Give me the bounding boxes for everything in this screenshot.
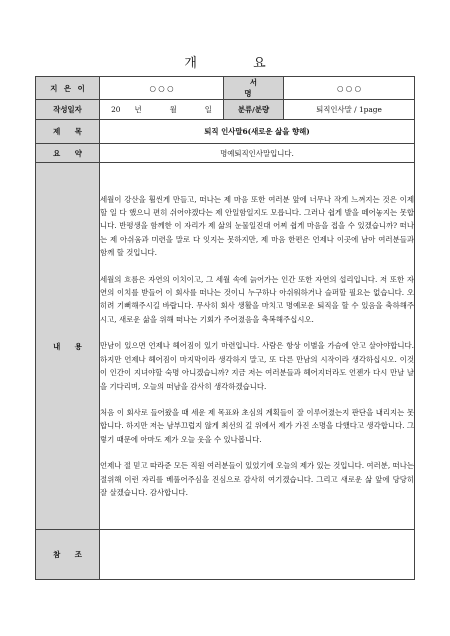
- author-label: 지 은 이: [36, 77, 100, 100]
- date-row: [36, 100, 415, 120]
- subject-value[interactable]: 퇴직 인사말6(새로운 삶을 향해): [100, 120, 415, 144]
- content-paragraph: 세월이 강산을 훨씬게 만들고, 떠나는 제 마음 또한 여러분 앞에 너무나 작게 느껴지는 것은 이제 할 일 다 했으니 편히 쉬어야겠다는 제 안일함일지도 모릅니다. 그러나 쉽게 발을 떼어놓지는 못합니다. 반평생을 함께한 이 자리가 제 삶의 눈물일진대 어찌 쉽게 마음을 접을 수 있겠습니까? 떠나는 제 아쉬움과 미련을 말로 다 잇지는 못하지만, 제 마음 한편은 언제나 이곳에 남아 여러분들과 함께 할 것입니다.: [100, 194, 414, 258]
- date-year-unit: 년: [134, 105, 142, 114]
- content-body[interactable]: [100, 163, 415, 530]
- date-label: 작성일자: [36, 100, 100, 120]
- author-row: [36, 77, 415, 100]
- category-value[interactable]: 퇴직인사말 / 1page: [284, 100, 415, 120]
- date-day-unit: 일: [204, 105, 212, 114]
- content-label: 내 용: [36, 163, 100, 530]
- date-month-unit: 월: [169, 105, 177, 114]
- overview-form-table: [35, 76, 415, 580]
- content-row: [36, 163, 415, 530]
- reference-row: [36, 530, 415, 580]
- summary-label: 요 약: [36, 144, 100, 163]
- subject-row: [36, 120, 415, 144]
- reference-value[interactable]: [100, 530, 415, 580]
- content-paragraph: 처음 이 회사로 들어왔을 때 세운 제 목표와 초심의 계획들이 잘 이루어졌는지 판단을 내리지는 못합니다. 하지만 저는 남부끄럽지 않게 최선의 길 위에서 제가 가진 소명을 다했다고 생각합니다. 그렇기 때문에 아마도 제가 오늘 웃을 수 있나봅니다.: [100, 407, 414, 444]
- category-label: 분류/분량: [224, 100, 284, 120]
- subject-label: 제 목: [36, 120, 100, 144]
- document-title: 개 요: [184, 56, 292, 71]
- content-paragraph: 세월의 흐름은 자연의 이치이고, 그 세월 속에 늙어가는 인간 또한 자연의 섭리입니다. 저 또한 자연의 이치를 받들어 이 회사를 떠나는 것이니 누구하나 아쉬워하거나 슬퍼할 필요는 없습니다. 오히려 기뻐해주시길 바랍니다. 무사히 회사 생활을 마치고 명예로운 퇴직을 할 수 있음을 축하해주시고, 새로운 삶을 위해 떠나는 기회가 주어졌음을 축복해주십시오.: [100, 274, 414, 324]
- content-paragraph: 언제나 절 믿고 따라준 모든 직원 여러분들이 있었기에 오늘의 제가 있는 것입니다. 여러분, 떠나는 절위해 이런 자리를 베풀어주심을 진심으로 감사히 여기겠습니다. 그리고 새로운 삶 앞에 당당히 잘 살겠습니다. 감사합니다.: [100, 461, 414, 497]
- summary-value[interactable]: 명예퇴직인사말입니다.: [100, 144, 415, 163]
- signature-value[interactable]: ○ ○ ○: [284, 77, 415, 100]
- content-paragraph: 만남이 있으면 언제나 헤어짐이 있기 마련입니다. 사람은 항상 이별을 가슴에 안고 살아야합니다. 하지만 언제나 헤어짐이 마지막이라 생각하지 말고, 또 다른 만남의 시작이라 생각하십시오. 이것이 인간이 지녀야할 숙명 아니겠습니까? 지금 저는 여러분들과 헤어지더라도 언젠가 다시 만날 날을 기다리며, 오늘의 떠남을 감사히 생각하겠습니다.: [100, 341, 414, 391]
- author-value[interactable]: ○ ○ ○: [100, 77, 224, 100]
- date-value[interactable]: [100, 100, 224, 120]
- summary-row: [36, 144, 415, 163]
- signature-label: 서 명: [224, 77, 284, 100]
- reference-label: 참 조: [36, 530, 100, 580]
- date-year: 20: [111, 105, 121, 114]
